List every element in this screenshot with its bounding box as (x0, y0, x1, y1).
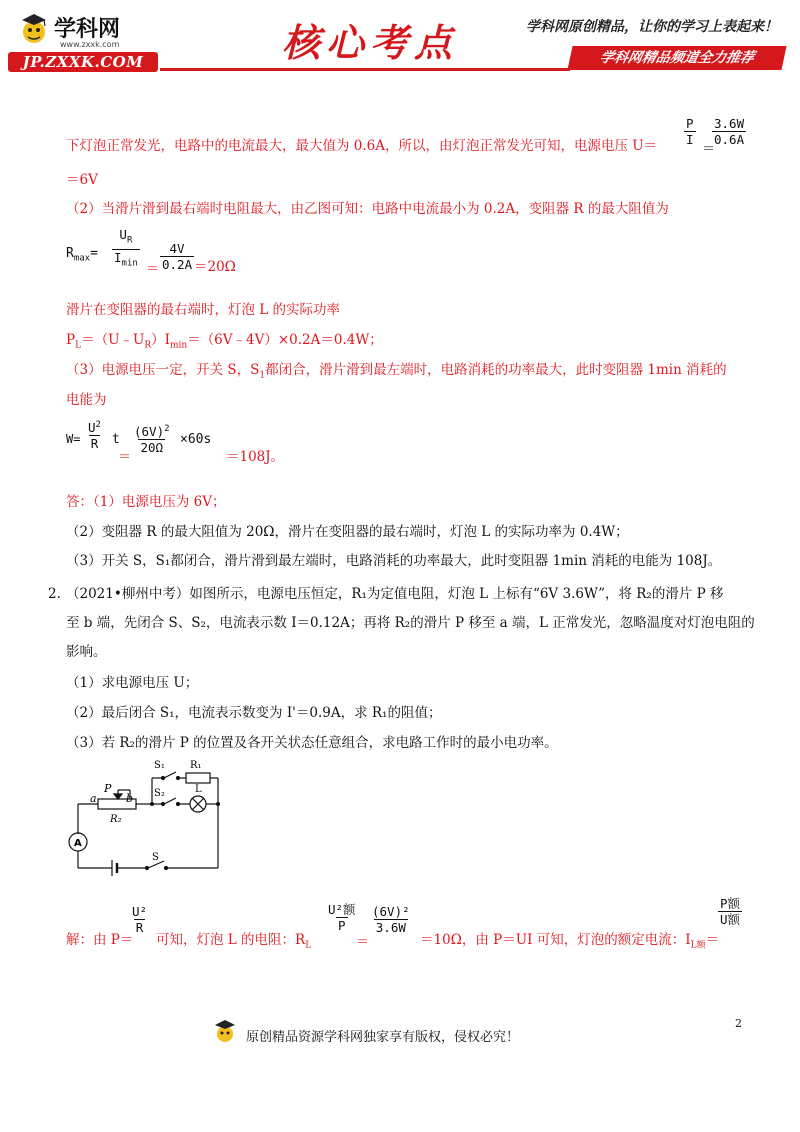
header-divider (160, 68, 570, 71)
problem2-number: 2. (48, 586, 61, 602)
answer1-line1: 答：（1）电源电压为 6V； (66, 494, 226, 510)
label-s1: S₁ (154, 760, 165, 771)
label-s: S (152, 852, 159, 863)
fraction-voltage: $\frac{3.6W}{0.6A}$ (714, 116, 745, 147)
fraction-ur-over-imin: $U_R$ $I_{min}$ (112, 227, 140, 271)
answer1-line3: （3）开关 S，S₁都闭合，滑片滑到最左端时，电路消耗的功率最大，此时变阻器 1min 消耗的电能为 108J。 (66, 553, 722, 569)
solution1-line5: $P_L=(U﹣U_R)I_{min}=(6V﹣4V)\times 0.2A=0.4W$； (66, 332, 383, 351)
equals-sign: ＝ (702, 142, 716, 157)
domain-badge: JP.ZXXK.COM (8, 52, 158, 72)
fraction-6v2-over-3.6w: $\frac{\text{(6V)²}}{3.6W}$ (372, 904, 410, 935)
equals-sign-2: ＝ (146, 262, 160, 277)
problem2-q1: （1）求电源电压 U； (66, 675, 199, 691)
circuit-diagram (60, 756, 230, 884)
w-mult: ×60s (180, 432, 212, 447)
logo-text: 学科网 (54, 17, 121, 42)
page-title: 核心考点 (282, 20, 459, 65)
problem2-line1: （2021•柳州中考）如图所示，电源电压恒定，R₁为定值电阻，灯泡 L 上标有“6V 3.6W”，将 R₂的滑片 P 移 (66, 586, 724, 602)
solution2-mid2: ＝10Ω，由 P＝UI 可知，灯泡的额定电流：$I_{L额}=$ (420, 932, 720, 951)
solution1-line3: （2）当滑片滑到最右端时电阻最大，由乙图可知：电路中电流最小为 0.2A，变阻器 R 的最大阻值为 (66, 201, 669, 217)
problem2-q2: （2）最后闭合 S₁，电流表示数变为 I'＝0.9A，求 R₁的阻值； (66, 705, 442, 721)
fraction-u2-over-r: $\frac{U^2}{R}$ (88, 420, 101, 452)
footer-mascot-icon (210, 1016, 240, 1046)
solution1-line1: 下灯泡正常发光，电路中的电流最大，最大值为 0.6A，所以，由灯泡正常发光可知，电源电压 U＝ (66, 138, 658, 154)
fraction-6v2-over-20: $\frac{(6V)^2}{20\Omega}$ (134, 424, 170, 456)
solution2-pre: 解：由 P＝ (66, 932, 134, 948)
rmax-label: $R_{max}=$ (66, 246, 98, 264)
equals-sign-4: ＝ (356, 935, 370, 950)
label-r2: R₂ (110, 814, 122, 825)
problem2-line3: 影响。 (66, 644, 107, 660)
label-a: a (90, 792, 97, 805)
rmax-result: ＝20Ω (194, 259, 236, 275)
fraction-u2rated-over-p: U²额 P (328, 902, 356, 933)
footer-copyright: 原创精品资源学科网独家享有版权，侵权必究！ (246, 1030, 520, 1045)
mascot-icon (14, 8, 54, 48)
solution1-line7: 电能为 (66, 392, 107, 408)
fraction-4v-over-0.2a: $\frac{4V}{0.2A}$ (162, 241, 193, 272)
problem2-q3: （3）若 R₂的滑片 P 的位置及各开关状态任意组合，求电路工作时的最小电功率。 (66, 735, 558, 751)
w-t: t (112, 432, 120, 447)
label-r1: R₁ (190, 760, 202, 771)
label-l: L (195, 784, 202, 795)
header-band: 学科网精品频道全力推荐 (567, 46, 786, 70)
equals-sign-3: ＝ (118, 450, 132, 465)
solution1-line6: （3）电源电压一定，开关 S，$S_1$都闭合，滑片滑到最左端时，电路消耗的功率最大，此时变阻器 1min 消耗的 (66, 362, 727, 381)
problem2-line2: 至 b 端，先闭合 S、S₂，电流表示数 I＝0.12A；再将 R₂的滑片 P 移至 a 端，L 正常发光，忽略温度对灯泡电阻的 (66, 615, 755, 631)
label-ammeter: A (74, 838, 82, 849)
fraction-prated-over-urated: P额 U额 (720, 896, 741, 927)
label-p: P (104, 782, 112, 795)
header-slogan: 学科网原创精品，让你的学习上表起来！ (526, 19, 778, 35)
label-b: b (126, 792, 134, 805)
w-result: ＝108J。 (226, 449, 285, 465)
w-label: W= (66, 432, 81, 446)
answer1-line2: （2）变阻器 R 的最大阻值为 20Ω，滑片在变阻器的最右端时，灯泡 L 的实际功率为 0.4W； (66, 524, 629, 540)
solution1-line4: 滑片在变阻器的最右端时，灯泡 L 的实际功率 (66, 302, 341, 318)
fraction-u2-over-r-2: $\frac{\text{U²}}{R}$ (132, 904, 148, 935)
fraction-p-over-i: $\frac{P}{I}$ (686, 116, 694, 147)
label-s2: S₂ (154, 788, 165, 799)
logo-sub: www.zxxk.com (60, 40, 120, 49)
solution1-line2: ＝6V (66, 172, 98, 188)
solution2-mid1: 可知，灯泡 L 的电阻：$R_L$ (156, 932, 312, 951)
page-number: 2 (735, 1017, 742, 1030)
